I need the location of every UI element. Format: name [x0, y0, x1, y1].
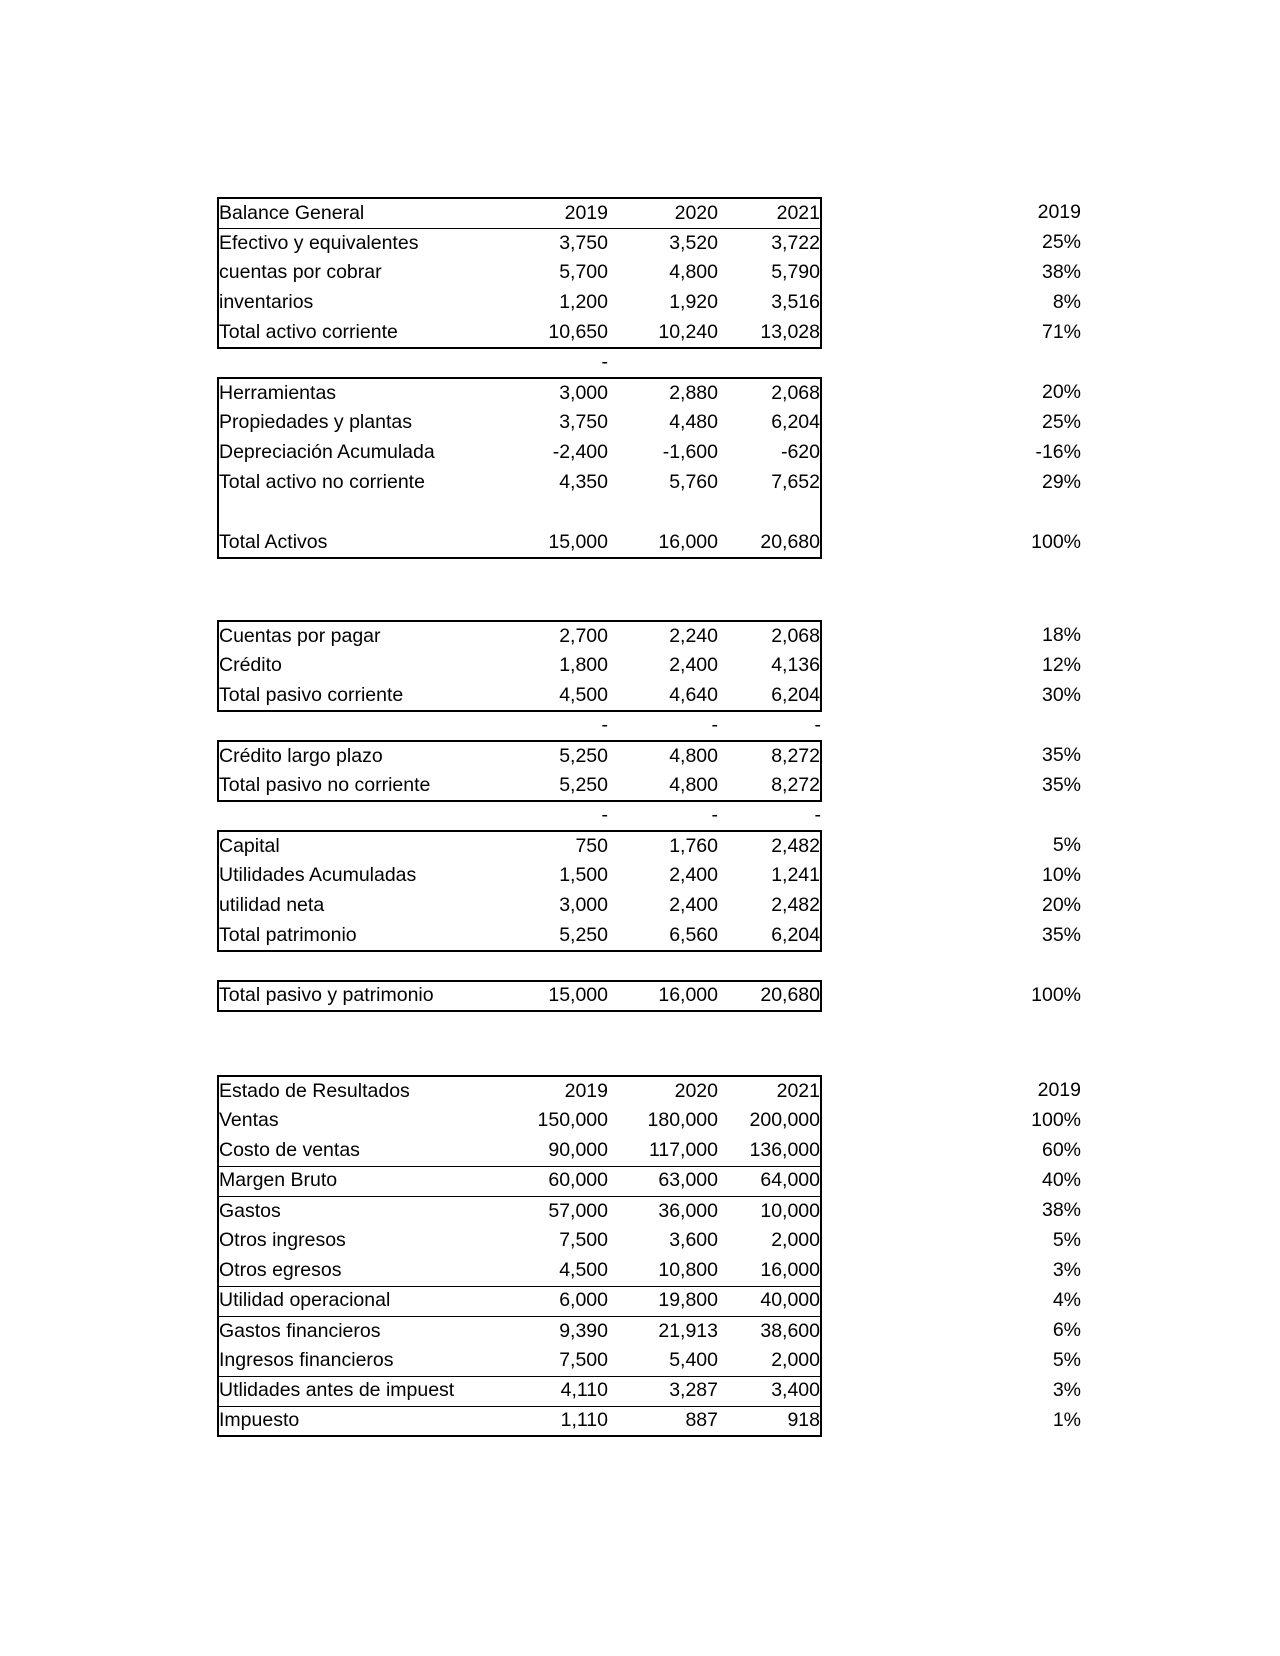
dash-separator-row	[218, 348, 1081, 378]
cell-2020: 4,800	[608, 741, 718, 771]
cell-2020: 2,880	[608, 378, 718, 408]
row-label: Total pasivo y patrimonio	[218, 981, 498, 1011]
cell-2019: 3,750	[559, 231, 608, 254]
cell-2021: 6,204	[718, 408, 821, 438]
gap	[821, 861, 936, 891]
cell-pct: 60%	[1041, 1139, 1081, 1162]
gap	[821, 1376, 936, 1406]
cell-pct: 12%	[1041, 654, 1081, 677]
cell-2019: -2,400	[552, 441, 608, 464]
cell-2020: 4,800	[669, 261, 718, 284]
dash-2019: -	[601, 804, 608, 827]
cell-2021: 2,000	[718, 1346, 821, 1376]
cell-2020: 3,287	[608, 1376, 718, 1406]
row-label: Total activo corriente	[218, 318, 498, 348]
cell-pct: 40%	[1041, 1169, 1081, 1192]
cell-2020: 16,000	[608, 981, 718, 1011]
cell-2021: 8,272	[718, 741, 821, 771]
cell-2021: 20,680	[718, 981, 821, 1011]
spacer	[936, 348, 1081, 378]
cell-2019: 57,000	[548, 1199, 608, 1222]
table-row-grandtotal	[218, 981, 1081, 1011]
cell-2019: 5,250	[498, 741, 608, 771]
cell-pct: 100%	[1031, 984, 1081, 1007]
cell-2020: 4,480	[669, 411, 718, 434]
cell-pct: 35%	[1041, 774, 1081, 797]
spacer	[936, 951, 1081, 981]
cell-pct: 18%	[1041, 624, 1081, 647]
table-row	[218, 621, 1081, 651]
gap	[821, 891, 936, 921]
row-label: Total pasivo corriente	[218, 681, 498, 711]
cell-2020: 4,800	[608, 771, 718, 801]
cell-2021: 3,516	[718, 288, 821, 318]
cell-2021: 38,600	[718, 1316, 821, 1346]
spacer	[218, 951, 498, 981]
cell-2020: 2,400	[669, 654, 718, 677]
gap	[821, 981, 936, 1011]
cell-2019: 3,750	[559, 411, 608, 434]
cell-2021: 4,136	[718, 651, 821, 681]
row-label: Crédito largo plazo	[218, 741, 498, 771]
gap	[821, 318, 936, 348]
spacer	[218, 711, 498, 741]
cell-2021: 13,028	[718, 318, 821, 348]
header-2021: 2021	[718, 1076, 821, 1106]
cell-2021: 64,000	[718, 1166, 821, 1196]
cell-2021: 3,400	[718, 1376, 821, 1406]
cell-2020: 2,240	[608, 621, 718, 651]
gap	[821, 831, 936, 861]
row-label: Gastos financieros	[218, 1316, 498, 1346]
row-label: inventarios	[218, 288, 498, 318]
cell-2019: 15,000	[498, 528, 608, 558]
gap	[821, 1226, 936, 1256]
cell-2020: 3,600	[669, 1229, 718, 1252]
table-row	[218, 288, 1081, 318]
row-label: Impuesto	[218, 1406, 498, 1436]
income-statement-block	[217, 1075, 1080, 1437]
dash-separator-row	[218, 711, 1081, 741]
gap	[821, 1406, 936, 1436]
balance-sheet-title: Balance General	[218, 198, 498, 228]
table-header-row	[218, 198, 1081, 228]
table-row	[218, 228, 1081, 258]
cell-2021: 20,680	[718, 528, 821, 558]
cell-2021: 6,204	[718, 681, 821, 711]
table-row	[218, 1106, 1081, 1136]
income-statement-title: Estado de Resultados	[218, 1076, 498, 1106]
cell-2020: 4,640	[608, 681, 718, 711]
cell-2020: 6,560	[608, 921, 718, 951]
cell-pct: 20%	[1041, 894, 1081, 917]
table-row	[218, 1346, 1081, 1376]
table-row	[218, 408, 1081, 438]
gap	[821, 258, 936, 288]
spacer	[218, 801, 498, 831]
cell-2019: 4,350	[559, 471, 608, 494]
dash-2021: -	[814, 714, 821, 737]
balance-sheet-table	[217, 197, 1081, 559]
liabilities-equity-table	[217, 620, 1081, 1012]
cell-2019: 1,200	[559, 291, 608, 314]
cell-2019: 6,000	[498, 1286, 608, 1316]
cell-pct: 25%	[1041, 231, 1081, 254]
dash-separator-row	[218, 801, 1081, 831]
cell-2019: 1,500	[559, 864, 608, 887]
gap	[821, 348, 936, 378]
cell-2019: 5,250	[498, 921, 608, 951]
gap	[821, 1196, 936, 1226]
cell-2019: 5,700	[559, 261, 608, 284]
gap	[821, 468, 936, 498]
row-label: Utilidad operacional	[218, 1286, 498, 1316]
row-label: Ingresos financieros	[218, 1346, 498, 1376]
row-label: Efectivo y equivalentes	[218, 228, 498, 258]
table-row-subtotal	[218, 1376, 1081, 1406]
cell-2020: 5,760	[669, 471, 718, 494]
row-label: Crédito	[218, 651, 498, 681]
row-label: Capital	[218, 831, 498, 861]
header-2019: 2019	[498, 1076, 608, 1106]
cell-2019: 7,500	[498, 1346, 608, 1376]
gap	[821, 1136, 936, 1166]
spacer	[498, 498, 608, 528]
cell-2020: -1,600	[662, 441, 718, 464]
income-statement-table	[217, 1075, 1081, 1437]
spacer	[608, 951, 718, 981]
header-2019: 2019	[498, 198, 608, 228]
table-row	[218, 861, 1081, 891]
cell-2019: 3,000	[559, 894, 608, 917]
cell-2019: 750	[498, 831, 608, 861]
gap	[821, 651, 936, 681]
cell-2021: 16,000	[718, 1256, 821, 1286]
table-row	[218, 651, 1081, 681]
cell-pct: 4%	[1052, 1289, 1081, 1312]
table-row	[218, 1316, 1081, 1346]
table-row-total	[218, 318, 1081, 348]
row-label: Ventas	[218, 1106, 498, 1136]
header-2020: 2020	[608, 1076, 718, 1106]
cell-2019: 4,110	[498, 1376, 608, 1406]
cell-2020: 10,240	[608, 318, 718, 348]
cell-2019: 3,000	[498, 378, 608, 408]
row-label: Cuentas por pagar	[218, 621, 498, 651]
cell-pct: 100%	[1031, 1109, 1081, 1132]
cell-2020: 36,000	[658, 1199, 718, 1222]
gap	[821, 1316, 936, 1346]
cell-2019: 9,390	[559, 1319, 608, 1342]
blank-row	[218, 951, 1081, 981]
table-row	[218, 1196, 1081, 1226]
cell-2019: 15,000	[498, 981, 608, 1011]
cell-2021: 2,482	[718, 831, 821, 861]
table-row-total	[218, 921, 1081, 951]
row-label: Total Activos	[218, 528, 498, 558]
cell-2020: 180,000	[647, 1109, 718, 1132]
table-row-subtotal	[218, 1286, 1081, 1316]
cell-2020: 117,000	[608, 1136, 718, 1166]
cell-pct: 5%	[1052, 834, 1081, 857]
cell-pct: 8%	[1052, 291, 1081, 314]
gap	[821, 1346, 936, 1376]
row-label: Costo de ventas	[218, 1136, 498, 1166]
cell-2021: 2,000	[718, 1226, 821, 1256]
inner-blank-row	[218, 498, 1081, 528]
gap	[821, 408, 936, 438]
row-label: Margen Bruto	[218, 1166, 498, 1196]
dash-2019: -	[601, 351, 608, 374]
gap	[821, 951, 936, 981]
dash-2020: -	[711, 714, 718, 737]
row-label: Herramientas	[218, 378, 498, 408]
gap	[821, 288, 936, 318]
row-label: Depreciación Acumulada	[218, 438, 498, 468]
table-row	[218, 378, 1081, 408]
table-row-grandtotal	[218, 528, 1081, 558]
cell-2021: 10,000	[718, 1196, 821, 1226]
cell-pct: 3%	[1052, 1259, 1081, 1282]
cell-2020: 2,400	[669, 894, 718, 917]
cell-2020: 21,913	[658, 1319, 718, 1342]
table-row	[218, 891, 1081, 921]
balance-sheet-block	[217, 197, 1080, 559]
cell-2021: 200,000	[718, 1106, 821, 1136]
cell-2021: 918	[718, 1406, 821, 1436]
table-row	[218, 258, 1081, 288]
table-header-row	[218, 1076, 1081, 1106]
cell-2020: 16,000	[608, 528, 718, 558]
table-row	[218, 1136, 1081, 1166]
table-row	[218, 741, 1081, 771]
cell-2019: 1,110	[498, 1406, 608, 1436]
row-label: Utilidades Acumuladas	[218, 861, 498, 891]
pct-header-2019: 2019	[1037, 1079, 1081, 1102]
dash-2021: -	[814, 804, 821, 827]
table-row	[218, 1406, 1081, 1436]
cell-2019: 10,650	[498, 318, 608, 348]
cell-pct: 35%	[1041, 924, 1081, 947]
cell-2020: 2,400	[669, 864, 718, 887]
pct-header-2019: 2019	[1037, 201, 1081, 224]
spacer	[218, 498, 498, 528]
gap	[821, 921, 936, 951]
table-row	[218, 831, 1081, 861]
row-label: Propiedades y plantas	[218, 408, 498, 438]
dash-2020: -	[711, 804, 718, 827]
cell-pct: 10%	[1041, 864, 1081, 887]
cell-pct: 5%	[1052, 1229, 1081, 1252]
spacer	[936, 711, 1081, 741]
dash-2019: -	[601, 714, 608, 737]
table-row	[218, 1256, 1081, 1286]
spacer	[936, 801, 1081, 831]
cell-2020: 5,400	[608, 1346, 718, 1376]
cell-2021: 6,204	[718, 921, 821, 951]
cell-2021: 2,068	[718, 378, 821, 408]
cell-2021: 3,722	[718, 228, 821, 258]
spacer	[718, 498, 821, 528]
cell-2019: 7,500	[559, 1229, 608, 1252]
table-row	[218, 1226, 1081, 1256]
row-label: utilidad neta	[218, 891, 498, 921]
cell-pct: 38%	[1041, 1199, 1081, 1222]
gap	[821, 1106, 936, 1136]
spacer	[498, 951, 608, 981]
cell-pct: 30%	[1041, 684, 1081, 707]
cell-2019: 2,700	[498, 621, 608, 651]
cell-2021: 7,652	[718, 468, 821, 498]
cell-2019: 4,500	[498, 1256, 608, 1286]
cell-2021: 40,000	[718, 1286, 821, 1316]
dash-2021	[718, 348, 821, 378]
gap	[821, 1286, 936, 1316]
cell-2020: 19,800	[608, 1286, 718, 1316]
gap	[821, 711, 936, 741]
cell-pct: 35%	[1041, 744, 1081, 767]
header-2021: 2021	[718, 198, 821, 228]
gap	[821, 198, 936, 228]
cell-2020: 63,000	[608, 1166, 718, 1196]
cell-2021: 5,790	[718, 258, 821, 288]
gap	[821, 621, 936, 651]
spacer	[218, 348, 498, 378]
gap	[821, 771, 936, 801]
row-label: Otros egresos	[218, 1256, 498, 1286]
cell-2019: 150,000	[537, 1109, 608, 1132]
cell-2021: 136,000	[718, 1136, 821, 1166]
gap	[821, 498, 936, 528]
cell-2021: 8,272	[718, 771, 821, 801]
cell-2019: 1,800	[559, 654, 608, 677]
gap	[821, 741, 936, 771]
cell-pct: 20%	[1041, 381, 1081, 404]
row-label: Total pasivo no corriente	[218, 771, 498, 801]
row-label: Otros ingresos	[218, 1226, 498, 1256]
cell-pct: -16%	[1035, 441, 1081, 464]
table-row	[218, 438, 1081, 468]
cell-pct: 71%	[1041, 321, 1081, 344]
cell-2019: 90,000	[498, 1136, 608, 1166]
cell-pct: 5%	[1052, 1349, 1081, 1372]
cell-pct: 38%	[1041, 261, 1081, 284]
gap	[821, 528, 936, 558]
gap	[821, 438, 936, 468]
row-label: Gastos	[218, 1196, 498, 1226]
row-label: Total activo no corriente	[218, 468, 498, 498]
cell-pct: 6%	[1052, 1319, 1081, 1342]
row-label: Utlidades antes de impuest	[218, 1376, 498, 1406]
table-row-total	[218, 468, 1081, 498]
cell-2021: 2,482	[718, 891, 821, 921]
cell-2019: 4,500	[498, 681, 608, 711]
gap	[821, 801, 936, 831]
table-row-total	[218, 681, 1081, 711]
cell-2020: 3,520	[669, 231, 718, 254]
spacer	[718, 951, 821, 981]
gap	[821, 681, 936, 711]
cell-2020: 1,920	[669, 291, 718, 314]
cell-2020: 887	[608, 1406, 718, 1436]
cell-2019: 5,250	[498, 771, 608, 801]
cell-pct: 1%	[1052, 1409, 1081, 1432]
row-label: cuentas por cobrar	[218, 258, 498, 288]
cell-2020: 1,760	[608, 831, 718, 861]
cell-2021: -620	[718, 438, 821, 468]
gap	[821, 228, 936, 258]
gap	[821, 378, 936, 408]
cell-2021: 1,241	[718, 861, 821, 891]
spacer	[608, 498, 718, 528]
liabilities-equity-block	[217, 620, 1080, 1012]
gap	[821, 1166, 936, 1196]
cell-2019: 60,000	[498, 1166, 608, 1196]
cell-pct: 3%	[1052, 1379, 1081, 1402]
gap	[821, 1256, 936, 1286]
table-row-total	[218, 771, 1081, 801]
table-row-subtotal	[218, 1166, 1081, 1196]
row-label: Total patrimonio	[218, 921, 498, 951]
gap	[821, 1076, 936, 1106]
cell-pct: 100%	[1031, 531, 1081, 554]
dash-2020	[608, 348, 718, 378]
header-2020: 2020	[608, 198, 718, 228]
spacer	[936, 498, 1081, 528]
cell-2021: 2,068	[718, 621, 821, 651]
cell-pct: 25%	[1041, 411, 1081, 434]
cell-2020: 10,800	[608, 1256, 718, 1286]
cell-pct: 29%	[1041, 471, 1081, 494]
